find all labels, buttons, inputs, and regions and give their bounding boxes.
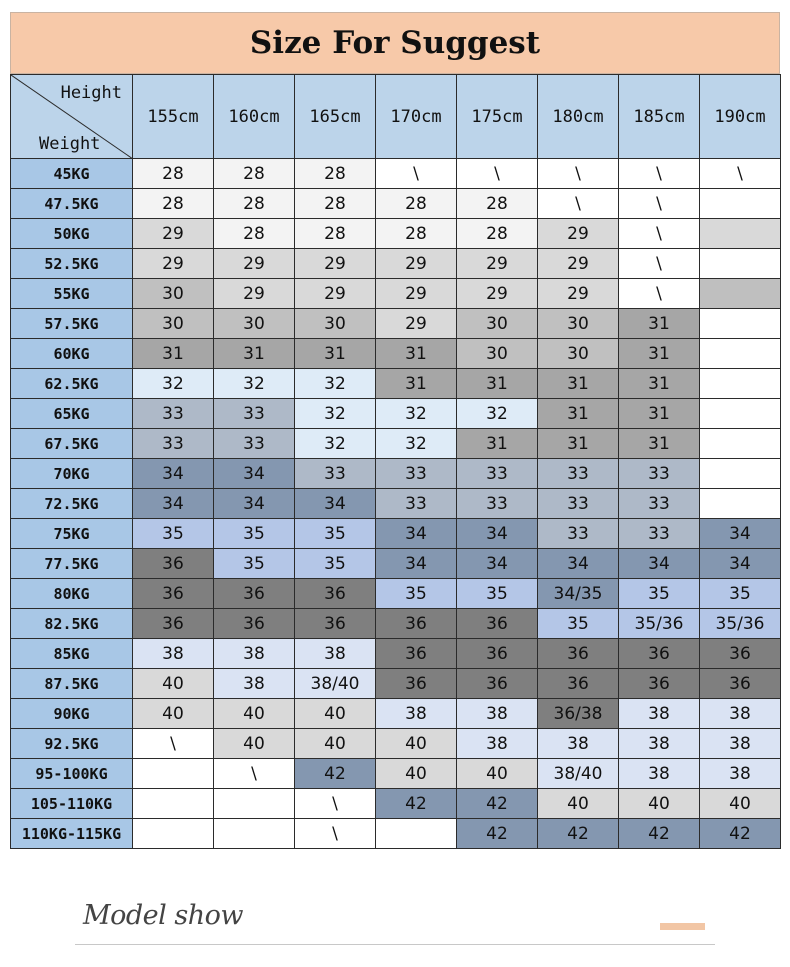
weight-label: 75KG	[11, 519, 133, 549]
size-cell: 30	[457, 339, 538, 369]
size-cell: 35	[700, 579, 781, 609]
size-cell: 33	[376, 459, 457, 489]
height-header: 185cm	[619, 75, 700, 159]
height-header: 180cm	[538, 75, 619, 159]
size-cell: 34	[295, 489, 376, 519]
size-cell: 33	[619, 519, 700, 549]
size-cell: \	[619, 159, 700, 189]
size-cell: 35	[457, 579, 538, 609]
size-cell: 34	[376, 519, 457, 549]
size-cell: 28	[457, 219, 538, 249]
size-cell: 32	[295, 369, 376, 399]
height-header: 190cm	[700, 75, 781, 159]
size-cell: 31	[457, 369, 538, 399]
size-cell: 30	[133, 309, 214, 339]
height-axis-label: Height	[60, 83, 122, 103]
size-cell: 30	[457, 309, 538, 339]
size-cell: 32	[295, 429, 376, 459]
size-row	[11, 309, 781, 339]
weight-label: 77.5KG	[11, 549, 133, 579]
size-cell: 35	[376, 579, 457, 609]
size-cell: \	[538, 189, 619, 219]
size-cell: 34	[538, 549, 619, 579]
size-row	[11, 729, 781, 759]
size-cell: \	[295, 789, 376, 819]
weight-label: 45KG	[11, 159, 133, 189]
size-cell: 28	[214, 189, 295, 219]
size-cell: 32	[133, 369, 214, 399]
size-cell: 38	[133, 639, 214, 669]
size-row	[11, 189, 781, 219]
size-row	[11, 219, 781, 249]
size-cell: 33	[619, 459, 700, 489]
size-cell	[700, 219, 781, 249]
size-cell: 36	[214, 609, 295, 639]
weight-label: 47.5KG	[11, 189, 133, 219]
page-title: Size For Suggest	[249, 25, 541, 61]
size-cell: 33	[457, 459, 538, 489]
size-row	[11, 579, 781, 609]
size-cell: 31	[538, 369, 619, 399]
size-cell: 34	[700, 549, 781, 579]
size-cell: 31	[214, 339, 295, 369]
weight-label: 72.5KG	[11, 489, 133, 519]
size-cell	[700, 369, 781, 399]
size-cell: 42	[619, 819, 700, 849]
size-row	[11, 639, 781, 669]
weight-label: 70KG	[11, 459, 133, 489]
size-cell: 36	[538, 639, 619, 669]
size-cell: 42	[295, 759, 376, 789]
size-cell	[214, 789, 295, 819]
size-cell: 35/36	[619, 609, 700, 639]
size-row	[11, 549, 781, 579]
weight-label: 92.5KG	[11, 729, 133, 759]
size-cell: 30	[538, 309, 619, 339]
size-cell: 42	[700, 819, 781, 849]
weight-label: 80KG	[11, 579, 133, 609]
footer-divider	[75, 944, 715, 945]
size-cell: 40	[538, 789, 619, 819]
size-cell: 38	[376, 699, 457, 729]
size-cell: 28	[295, 159, 376, 189]
size-cell	[700, 309, 781, 339]
size-cell: 28	[295, 219, 376, 249]
size-cell: 42	[457, 819, 538, 849]
size-cell: 40	[133, 669, 214, 699]
size-cell: 29	[295, 279, 376, 309]
size-cell: \	[214, 759, 295, 789]
size-cell	[700, 249, 781, 279]
size-cell: 35	[295, 549, 376, 579]
size-row	[11, 609, 781, 639]
size-cell: 38	[214, 669, 295, 699]
size-cell: 34	[619, 549, 700, 579]
size-cell: 34	[457, 519, 538, 549]
size-row	[11, 399, 781, 429]
size-cell: 31	[133, 339, 214, 369]
weight-label: 50KG	[11, 219, 133, 249]
size-cell	[700, 489, 781, 519]
size-row	[11, 489, 781, 519]
size-cell: 32	[214, 369, 295, 399]
size-cell: 40	[295, 729, 376, 759]
footer-accent-bar	[660, 923, 705, 930]
size-cell: 36	[214, 579, 295, 609]
weight-label: 110KG-115KG	[11, 819, 133, 849]
weight-label: 65KG	[11, 399, 133, 429]
height-header: 155cm	[133, 75, 214, 159]
size-cell: \	[619, 279, 700, 309]
size-cell: 29	[538, 219, 619, 249]
weight-label: 105-110KG	[11, 789, 133, 819]
size-cell: 28	[376, 189, 457, 219]
weight-label: 60KG	[11, 339, 133, 369]
size-row	[11, 159, 781, 189]
size-cell: 29	[376, 249, 457, 279]
size-cell: 29	[538, 279, 619, 309]
size-cell: 40	[214, 729, 295, 759]
size-row	[11, 819, 781, 849]
size-cell	[700, 189, 781, 219]
size-chart-table	[10, 74, 781, 849]
size-cell: 36	[133, 609, 214, 639]
size-cell	[700, 279, 781, 309]
size-cell: 33	[214, 429, 295, 459]
size-row	[11, 699, 781, 729]
size-cell: 36	[457, 639, 538, 669]
weight-label: 95-100KG	[11, 759, 133, 789]
size-cell: 29	[376, 309, 457, 339]
size-cell: 40	[133, 699, 214, 729]
size-cell: 31	[457, 429, 538, 459]
size-cell: 42	[457, 789, 538, 819]
size-row	[11, 459, 781, 489]
size-row	[11, 249, 781, 279]
size-cell: 38/40	[538, 759, 619, 789]
size-cell	[700, 459, 781, 489]
size-cell: 29	[376, 279, 457, 309]
height-header: 160cm	[214, 75, 295, 159]
size-cell: 38	[457, 699, 538, 729]
size-cell: 36	[295, 609, 376, 639]
size-cell	[133, 789, 214, 819]
size-cell: 33	[538, 489, 619, 519]
size-cell: \	[133, 729, 214, 759]
size-cell: 33	[619, 489, 700, 519]
weight-label: 90KG	[11, 699, 133, 729]
size-cell: 33	[538, 519, 619, 549]
size-cell: 33	[295, 459, 376, 489]
size-cell: \	[619, 219, 700, 249]
size-cell: 36	[700, 639, 781, 669]
size-cell: 38	[214, 639, 295, 669]
size-cell: 36	[376, 639, 457, 669]
weight-label: 67.5KG	[11, 429, 133, 459]
size-cell: 40	[376, 729, 457, 759]
size-row	[11, 369, 781, 399]
size-cell: 36	[376, 609, 457, 639]
size-cell: 42	[376, 789, 457, 819]
size-cell: \	[700, 159, 781, 189]
size-cell: 36	[457, 609, 538, 639]
size-cell: 32	[457, 399, 538, 429]
size-cell: 28	[133, 189, 214, 219]
size-cell: 35	[133, 519, 214, 549]
size-cell: 38	[457, 729, 538, 759]
size-cell: 30	[538, 339, 619, 369]
size-cell: 40	[214, 699, 295, 729]
size-row	[11, 669, 781, 699]
size-row	[11, 279, 781, 309]
size-cell: 29	[133, 249, 214, 279]
title-bar	[10, 12, 780, 74]
header-row	[11, 75, 781, 159]
size-cell: 30	[295, 309, 376, 339]
size-cell: 35	[619, 579, 700, 609]
size-cell: 40	[619, 789, 700, 819]
height-header: 175cm	[457, 75, 538, 159]
size-cell: 38	[538, 729, 619, 759]
size-cell: 36	[700, 669, 781, 699]
size-cell: 31	[619, 309, 700, 339]
size-cell: 40	[295, 699, 376, 729]
size-cell: 36	[376, 669, 457, 699]
size-cell: 31	[376, 369, 457, 399]
size-cell: 33	[133, 399, 214, 429]
size-cell: 29	[214, 279, 295, 309]
size-cell: \	[619, 249, 700, 279]
weight-axis-label: Weight	[39, 134, 101, 154]
size-cell: 28	[133, 159, 214, 189]
size-cell	[700, 339, 781, 369]
size-cell: 34	[457, 549, 538, 579]
size-cell: 35	[214, 549, 295, 579]
size-cell: 33	[214, 399, 295, 429]
size-cell	[700, 399, 781, 429]
size-cell: 31	[376, 339, 457, 369]
size-cell: 38	[619, 759, 700, 789]
size-row	[11, 519, 781, 549]
size-cell: 33	[133, 429, 214, 459]
size-cell: 35	[538, 609, 619, 639]
size-cell	[700, 429, 781, 459]
weight-label: 82.5KG	[11, 609, 133, 639]
size-cell: 32	[295, 399, 376, 429]
weight-label: 87.5KG	[11, 669, 133, 699]
size-cell: 29	[295, 249, 376, 279]
size-cell: 29	[538, 249, 619, 279]
height-header: 170cm	[376, 75, 457, 159]
size-cell: 36/38	[538, 699, 619, 729]
size-cell: 30	[133, 279, 214, 309]
size-cell: 33	[457, 489, 538, 519]
size-cell: 34	[376, 549, 457, 579]
size-cell: 38	[700, 759, 781, 789]
size-cell	[376, 819, 457, 849]
size-cell: 38/40	[295, 669, 376, 699]
size-cell: 31	[295, 339, 376, 369]
size-cell: 34/35	[538, 579, 619, 609]
size-cell: 38	[700, 699, 781, 729]
size-cell: 31	[619, 399, 700, 429]
size-cell: 31	[619, 369, 700, 399]
size-cell: 29	[457, 279, 538, 309]
size-cell: 31	[619, 339, 700, 369]
weight-label: 85KG	[11, 639, 133, 669]
size-cell: 28	[376, 219, 457, 249]
size-cell: \	[619, 189, 700, 219]
size-cell: 31	[538, 429, 619, 459]
size-cell: 38	[700, 729, 781, 759]
size-cell: 29	[133, 219, 214, 249]
size-cell: 38	[619, 699, 700, 729]
weight-label: 62.5KG	[11, 369, 133, 399]
size-row	[11, 759, 781, 789]
size-cell: 40	[457, 759, 538, 789]
size-cell: 35	[214, 519, 295, 549]
size-cell: 28	[295, 189, 376, 219]
size-cell: 31	[538, 399, 619, 429]
size-cell: \	[457, 159, 538, 189]
size-cell: 32	[376, 429, 457, 459]
size-cell: 33	[538, 459, 619, 489]
size-cell	[214, 819, 295, 849]
size-cell: 29	[214, 249, 295, 279]
height-header: 165cm	[295, 75, 376, 159]
size-cell: 35/36	[700, 609, 781, 639]
size-cell: \	[538, 159, 619, 189]
size-cell: 32	[376, 399, 457, 429]
model-show-heading: Model show	[83, 900, 243, 931]
size-cell: 31	[619, 429, 700, 459]
weight-label: 55KG	[11, 279, 133, 309]
corner-header-cell	[11, 75, 133, 159]
size-cell: 40	[376, 759, 457, 789]
size-cell: 40	[700, 789, 781, 819]
size-cell: 34	[214, 459, 295, 489]
size-cell: 34	[133, 459, 214, 489]
size-cell: 42	[538, 819, 619, 849]
size-cell: 28	[214, 219, 295, 249]
size-cell: 36	[538, 669, 619, 699]
size-cell: 28	[214, 159, 295, 189]
size-row	[11, 429, 781, 459]
weight-label: 57.5KG	[11, 309, 133, 339]
size-cell: 33	[376, 489, 457, 519]
size-cell: 36	[457, 669, 538, 699]
size-cell: 38	[619, 729, 700, 759]
weight-label: 52.5KG	[11, 249, 133, 279]
size-cell: \	[295, 819, 376, 849]
size-cell: 34	[133, 489, 214, 519]
size-row	[11, 339, 781, 369]
size-cell: 34	[214, 489, 295, 519]
size-cell: \	[376, 159, 457, 189]
size-cell: 29	[457, 249, 538, 279]
size-cell: 36	[133, 579, 214, 609]
size-cell: 36	[295, 579, 376, 609]
size-cell	[133, 759, 214, 789]
size-cell: 36	[619, 669, 700, 699]
size-cell: 36	[619, 639, 700, 669]
size-cell: 34	[700, 519, 781, 549]
size-cell: 38	[295, 639, 376, 669]
size-cell	[133, 819, 214, 849]
size-row	[11, 789, 781, 819]
size-cell: 28	[457, 189, 538, 219]
size-cell: 36	[133, 549, 214, 579]
size-cell: 30	[214, 309, 295, 339]
size-cell: 35	[295, 519, 376, 549]
